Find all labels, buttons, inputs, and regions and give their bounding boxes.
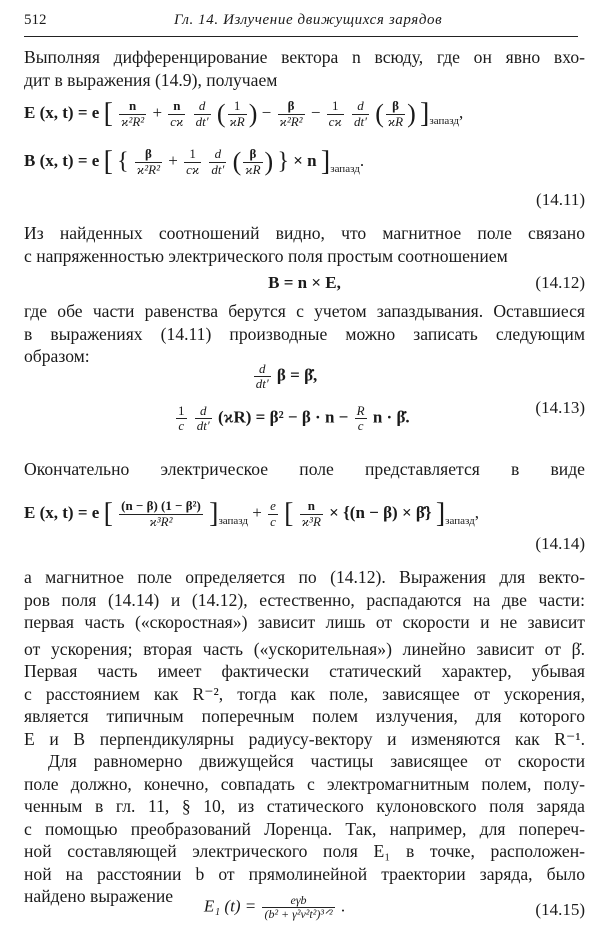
chapter-title: Гл. 14. Излучение движущихся зарядов [174,12,443,28]
equation-14-11-b: B (x, t) = e [ { $\frac{\beta}{\text{ϰ²R²}}$ + $\frac{1}{cϰ}$ $\frac{d}{dt'}$ ( $\frac{\beta}{ϰR}$ ) } × n ]$_{запазд}$. [24,146,365,177]
fraction: $\frac{R}{c}$ [356,403,365,434]
text-line: E и B перпендикулярны радиусу-вектору и изменяются как R⁻¹. [24,728,585,749]
equation-number: (14.13) [535,398,585,417]
text-line: Первая часть имеет фактически статический характер, убывая [24,661,585,681]
paragraph-3 [24,300,585,368]
fraction: $\frac{e}{c}$ [270,498,276,529]
equation-14-14: E (x, t) = e [ $\frac{\text{(n − β) (1 − β²)}}{\text{ϰ³R²}}$ ]$_{запазд}$ + $\frac{e}{c}$ [ $\frac{n}{\text{ϰ³R}}$ × {(n − β) × β̇} ]$_{запазд}$, [24,498,479,529]
header-rule [24,36,578,37]
text-line: от ускорения; вторая часть («ускорительная») линейно зависит от β̇. [24,638,585,659]
text-line: где обе части равенства берутся с учетом запаздывания. Оставшиеся [24,301,585,321]
running-header [24,12,578,36]
equation-14-12: B = n × E, [268,273,341,292]
text-line: Из найденных соотношений видно, что магнитное поле связано [24,223,585,243]
equation-14-11-e: E (x, t) = e [ $\frac{n}{\text{ϰ²R²}}$ + $\frac{n}{cϰ}$ $\frac{d}{dt'}$ ( $\frac{1}{ϰR}$ ) − $\frac{\beta}{\text{ϰ²R²}}$ − $\frac{1}{cϰ}$ $\frac{d}{dt'}$ ( $\frac{\beta}{ϰR}$ ) ]$_{запазд}$, [24,98,464,129]
fraction: $\frac{d}{dt'}$ [211,146,225,177]
text-line: в выражениях (14.11) производные можно записать следующим [24,323,585,344]
paragraph-2 [24,222,585,267]
fraction: $\frac{d}{dt'}$ [353,98,367,129]
text-line: с помощью преобразований Лоренца. Так, например, для попереч- [24,818,585,839]
fraction: $\frac{1}{cϰ}$ [328,98,342,129]
retarded-label: запазд [330,162,360,175]
fraction: $\frac{n}{\text{ϰ²R²}}$ [121,98,145,129]
fraction: $\frac{1}{c}$ [178,403,185,434]
equation-number: (14.11) [536,190,585,209]
eq-lhs: E (x, t) = e [24,102,100,122]
fraction: $\frac{d}{dt'}$ [255,361,269,392]
text-line: с напряженностью электрического поля простым соотношением [24,245,508,266]
retarded-label: запазд [429,114,459,127]
paragraph-5 [24,566,585,750]
equation-number: (14.14) [535,534,585,553]
text-line: Окончательно электрическое поле представляется в виде [24,459,585,479]
fraction: eγb (b² + γ²v²t²)³ᐟ² [264,893,333,922]
bracket: [ [103,98,113,129]
fraction: $\frac{\beta}{ϰR}$ [245,146,261,177]
paragraph-4 [24,458,585,481]
equation-14-13-line2: $\frac{1}{c}$ $\frac{d}{dt'}$ (ϰR) = β² − β · n − $\frac{R}{c}$ n · β̇. [178,403,410,434]
text-line: ной на расстоянии b от прямолинейной траектории заряда, было [24,863,585,884]
equation-14-13-line1: $\frac{d}{dt'}$ β = β̇, [255,361,318,392]
text-line: с расстоянием как R⁻², тогда как поле, зависящее от ускорения, [24,683,585,704]
text-line: дит в выражения (14.9), получаем [24,69,278,90]
text-line: поле должно, конечно, совпадать с электромагнитным полем, полу- [24,773,585,794]
equation-number: (14.15) [535,900,585,919]
text-line: является типичным поперечным полем излучения, для которого [24,706,585,726]
text-line: Для равномерно движущейся частицы зависящее от скорости [48,751,585,771]
fraction: $\frac{\beta}{\text{ϰ²R²}}$ [279,98,303,129]
text-line: найдено выражение [24,886,174,906]
text-line: а магнитное поле определяется по (14.12). Выражения для векто- [24,567,585,587]
fraction: $\frac{n}{cϰ}$ [170,98,184,129]
fraction: $\frac{\beta}{ϰR}$ [387,98,404,129]
page-number: 512 [24,12,47,28]
eq-lhs: B (x, t) = e [24,150,100,170]
text-line: Выполняя дифференцирование вектора n всюду, где он явно вхо- [24,47,585,67]
fraction: $\frac{d}{dt'}$ [196,403,210,434]
text-line: ной составляющей электрического поля E₁ в точке, расположен- [24,841,585,861]
fraction: $\frac{1}{ϰR}$ [229,98,245,129]
fraction: $\frac{1}{cϰ}$ [186,146,200,177]
text-line: ченным в гл. 11, § 10, из статического кулоновского поля заряда [24,796,585,816]
text-line: ров поля (14.14) и (14.12), естественно, распадаются на две части: [24,589,585,610]
paragraph-6 [24,750,585,908]
fraction: $\frac{n}{\text{ϰ³R}}$ [301,498,321,529]
fraction: $\frac{d}{dt'}$ [195,98,209,129]
fraction: $\frac{\text{(n − β) (1 − β²)}}{\text{ϰ³R²}}$ [121,498,201,529]
equation-14-15: E₁ (t) = eγb (b² + γ²v²t²)³ᐟ² . [203,893,346,922]
equation-number: (14.12) [535,273,585,292]
fraction: $\frac{\beta}{\text{ϰ²R²}}$ [136,146,160,177]
text-line: образом: [24,346,90,366]
paragraph-1 [24,46,585,91]
text-line: первая часть («скоростная») зависит лишь от скорости и не зависит [24,612,585,632]
